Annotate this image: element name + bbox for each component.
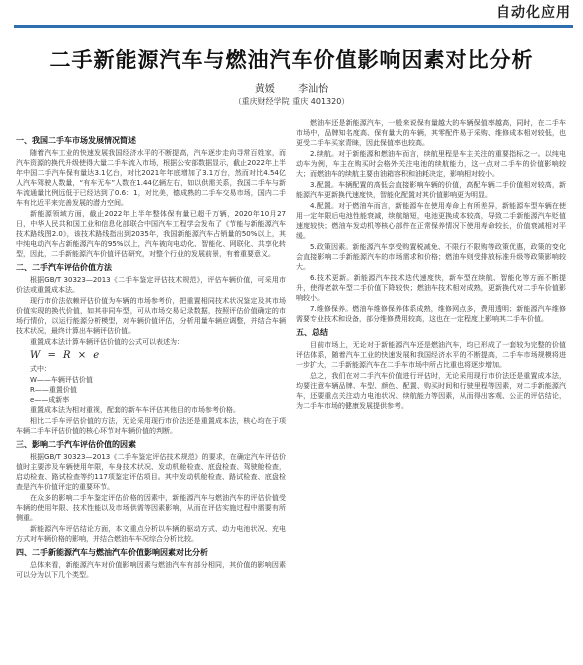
paragraph: 燃油车还是新能源汽车，一般来说保有量越大的车辆保值率越高，同时，在二手车市场中，品牌知名度高、保有量大的车辆，其零配件易于采购、维修成本相对较低，也更受二手车买家青睐，因此保值率也较高。 [296, 119, 566, 147]
section-heading: 一、我国二手车市场发展情况简述 [16, 136, 136, 145]
paragraph: 4.配置。对于燃油车而言，新能源车在使用寿命上有所差异，新能源车型车辆在使用一定年限后电池性能衰减，续航缩短，电池更换成本较高，导致二手新能源汽车贬值速度较快；燃油车发动机等核心部件在正常保养情况下使用寿命较长，价值衰减相对平缓。 [296, 202, 566, 240]
paragraph: 总体来看，新能源汽车对价值影响因素与燃油汽车有部分相同，其价值的影响因素可以分为以下几个类型。 [16, 561, 286, 579]
paragraph: 随着汽车工业的快速发展我国经济水平的不断提高，汽车逐步走向寻常百姓家，而汽车资源的换代升级使得大量二手车流入市场，根据公安部数据显示，截止2022年上半年中国二手汽车保有量达3.1亿台，对比2021年年底增加了3.1万台，然而对比4.54亿人汽车驾驶人数量，“有车无车”人数在1.44亿辆左右，如以供需关系，我国二手车与新车流通量比例远低于已经达到了0.6：1，对比美，德成熟的二手车交易市场，国内二手车有比近平来完善发展的潜力空间。 [16, 149, 286, 207]
page-header [0, 0, 583, 30]
paragraph: 6.技术更新。新能源汽车技术迭代速度快，新车型在续航、智能化等方面不断提升，使得老款车型二手价值下降较快；燃油车技术相对成熟，更新换代对二手车价值影响较小。 [296, 274, 566, 302]
paragraph: 相比二手车评估价值的方法，无论采用现行市价法还是重置成本法，核心均在于项车辆二手车评估价值的核心环节对车辆价值的判断。 [16, 417, 286, 435]
paragraph: 新能源汽车评估结论方面，本文重点分析以车辆的驱动方式、动力电池状况、充电方式对车辆价格的影响，并结合燃油车车况综合分析比较。 [16, 525, 286, 543]
section-heading: 二、二手汽车评估价值方法 [16, 263, 112, 272]
formula-definitions [16, 375, 286, 405]
section-heading: 四、二手新能源汽车与燃油汽车价值影响因素对比分析 [16, 548, 208, 557]
paragraph: 总之，我们在对二手汽车价值进行评估时，无论采用现行市价法还是重置成本法，均要注意车辆品牌、车型、颜色、配置、购买时间和行驶里程等因素，对二手新能源汽车，还要重点关注动力电池状况、续航能力等因素，从而得出客观、公正的评估结论，为二手车市场的健康发展提供参考。 [296, 372, 566, 410]
section-heading: 五、总结 [296, 328, 328, 337]
author-name: 李汕怡 [298, 84, 329, 95]
paragraph: 根据GB/T 30323—2013《二手车鉴定评估技术规范》的要求，在确定汽车评估价值时主要涉及车辆使用年限，车身技术状况、发动机舱检查、底盘检查、驾驶舱检查，启动检查、路试检查等约117项鉴定评估项目。其中发动机舱检查、路试检查、底盘检查是汽车价值评定的重要环节。 [16, 453, 286, 491]
paragraph: 根据GB/T 30323—2013《二手车鉴定评估技术规范》，评估车辆价值，可采用市价法或重置成本法。 [16, 276, 286, 294]
paragraph: 目前市场上，无论对于新能源汽车还是燃油汽车，均已形成了一套较为完整的价值评估体系，随着汽车工业的快速发展和我国经济水平的不断提高，二手车市场规模将进一步扩大，二手新能源汽车在二手车市场中所占比重也将逐步增加。 [296, 341, 566, 369]
paragraph: 5.政策因素。新能源汽车享受购置税减免、不限行不限购等政策优惠，政策的变化会直接影响二手新能源汽车的市场需求和价格；燃油车则受排放标准升级等政策影响较大。 [296, 243, 566, 271]
header-rule [14, 25, 573, 28]
section-tag: 自动化应用 [496, 5, 571, 21]
paragraph: 新能源领域方面，截止2022年上半年整体保有量已超千万辆，2020年10月27日，中华人民共和国工业和信息化部联合中国汽车工程学会发布了《节能与新能源汽车技术路线图2.0》，该技术路线指出到2035年，我国新能源汽车占销量的50%以上，其中纯电动汽车占新能源汽车的95%以上，汽车被向电动化、智能化、网联化、共享化转型，因此，二手新能源汽车价值评估研究，对整个行业的发展前景，有着重要意义。 [16, 210, 286, 258]
formula-definition: W——车辆评估价值 [30, 376, 93, 384]
paragraph: 3.配置。车辆配置的高低会直接影响车辆的价值，高配车辆二手价值相对较高，新能源汽车更新换代速度快，智能化配置对其价值影响更为明显。 [296, 181, 566, 199]
paragraph: 重置成本法计算车辆评估价值的公式可以表述为： [30, 338, 184, 346]
valuation-formula: W = R × e [30, 350, 102, 361]
formula-where: 式中： [30, 365, 51, 373]
paragraph: 重置成本法为相对重视，配套的新车车评估其他目的市场参考价格。 [30, 406, 240, 414]
article-title: 二手新能源汽车与燃油汽车价值影响因素对比分析 [49, 47, 534, 72]
author-affiliation: （重庆财经学院 重庆 401320） [233, 97, 350, 106]
formula-definition: e——成新率 [30, 396, 70, 404]
paragraph: 在众多的影响二手车鉴定评估价格的因素中，新能源汽车与燃油汽车的评估价值受车辆的使用年限、技术性能以及市场供需等因素影响，从而在评估实施过程中需要有所侧重。 [16, 494, 286, 522]
left-column [16, 132, 286, 660]
right-column [296, 118, 566, 662]
author-name: 黄媛 [254, 84, 275, 95]
section-heading: 三、影响二手汽车评估价值的因素 [16, 440, 136, 449]
article-authors [0, 80, 583, 95]
paragraph: 7.维修保养。燃油车维修保养体系成熟，维修网点多，费用透明；新能源汽车维修需要专业技术和设备，部分维修费用较高，这也在一定程度上影响其二手车价值。 [296, 305, 566, 323]
formula-definition: R——重置价值 [30, 386, 77, 394]
paragraph: 现行市价法依赖评估价值为车辆的市场参考价，把重置相同技术状况鉴定及其市场价值实现的换代价值，如其非同车型，可从市场交易记录数据，按照评估价值确定的市场行情价，以运行能源分析模型，对车辆价值评估，分析用量车辆应调整，并结合车辆技术状况，最终计算出车辆评估价值。 [16, 297, 286, 335]
paragraph: 2.续航。对于新能源和燃油车而言，续航里程是车主关注的重要指标之一。以纯电动车为例，车主在购买时会格外关注电池的续航能力，这一点对二手车的价值影响较大；而燃油车的续航主要由油箱容积和油耗决定，影响相对较小。 [296, 150, 566, 178]
